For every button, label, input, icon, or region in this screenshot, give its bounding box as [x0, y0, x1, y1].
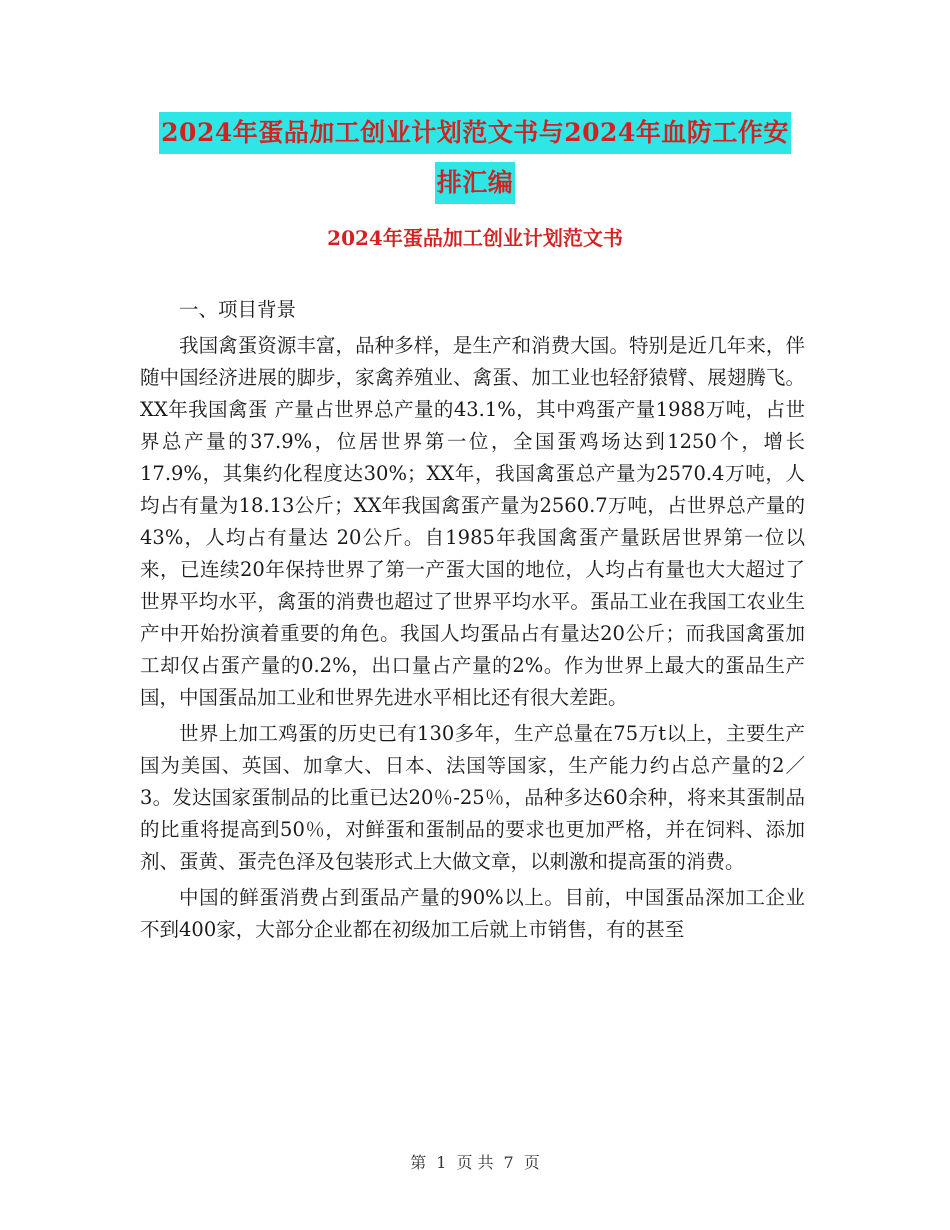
section-title: 2024年蛋品加工创业计划范文书: [327, 226, 623, 250]
page-prefix: 第: [410, 1153, 427, 1172]
paragraph-2: 世界上加工鸡蛋的历史已有130多年，生产总量在75万t以上，主要生产国为美国、英国、加拿大、日本、法国等国家，生产能力约占总产量的2／3。发达国家蛋制品的比重已达20％-25％，品种多达60余种，将来其蛋制品的比重将提高到50％，对鲜蛋和蛋制品的要求也更加严格，并在饲料、添加剂、蛋黄、蛋壳色泽及包装形式上大做文章，以刺激和提高蛋的消费。: [140, 722, 805, 873]
paragraph-1: 我国禽蛋资源丰富，品种多样，是生产和消费大国。特别是近几年来，伴随中国经济进展的脚步，家禽养殖业、禽蛋、加工业也轻舒猿臂、展翅腾飞。XX年我国禽蛋 产量占世界总产量的43.1%，其中鸡蛋产量1988万吨，占世界总产量的37.9%，位居世界第一位，全国蛋鸡场达到1250个，增长17.9%，其集约化程度达30%；XX年，我国禽蛋总产量为2570.4万吨，人均占有量为18.13公斤；XX年我国禽蛋产量为2560.7万吨，占世界总产量的43%，人均占有量达 20公斤。自1985年我国禽蛋产量跃居世界第一位以来，已连续20年保持世界了第一产蛋大国的地位，人均占有量也大大超过了世界平均水平，禽蛋的消费也超过了世界平均水平。蛋品工业在我国工农业生产中开始扮演着重要的角色。我国人均蛋品占有量达20公斤；而我国禽蛋加工却仅占蛋产量的0.2%，出口量占产量的2%。作为世界上最大的蛋品生产国，中国蛋品加工业和世界先进水平相比还有很大差距。: [140, 334, 805, 709]
document-title: [0, 112, 950, 204]
document-body: [140, 294, 805, 946]
page-footer: [0, 1150, 950, 1173]
page-current: 1: [436, 1153, 447, 1172]
section-heading: 一、项目背景: [179, 298, 297, 321]
paragraph-3: 中国的鲜蛋消费占到蛋品产量的90%以上。目前，中国蛋品深加工企业不到400家，大部分企业都在初级加工后就上市销售，有的甚至: [140, 886, 805, 941]
title-line-2: 排汇编: [435, 162, 516, 204]
page-total: 7: [503, 1153, 514, 1172]
title-line-1: 2024年蛋品加工创业计划范文书与2024年血防工作安: [159, 112, 791, 154]
page-mid: 页 共: [456, 1153, 494, 1172]
page-suffix: 页: [523, 1153, 540, 1172]
